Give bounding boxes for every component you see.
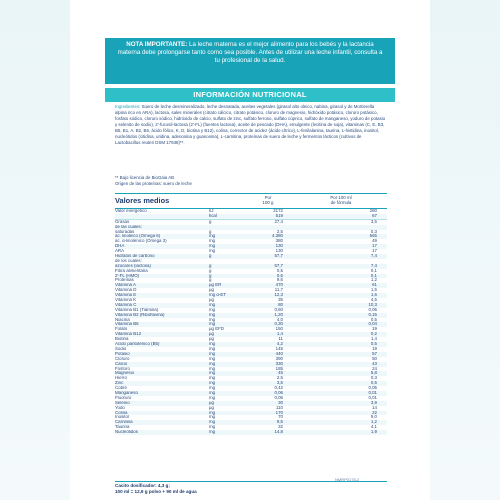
row-name: DHA: [115, 244, 125, 249]
row-value-per-100ml: 1,2: [370, 277, 377, 283]
row-value-per-100g: 80: [278, 301, 283, 307]
row-value-per-100ml: 22: [372, 409, 377, 415]
row-value-per-100ml: 280: [369, 208, 377, 213]
row-name: ARA: [115, 249, 125, 254]
row-name: Vitamina B1 (Tiamina): [115, 307, 159, 312]
row-value-per-100g: 145: [275, 345, 283, 351]
row-value-per-100g: 380: [275, 238, 283, 244]
row-value-per-100ml: 1,6: [370, 292, 377, 298]
row-unit: µg ER: [209, 282, 222, 288]
row-value-per-100ml: 14: [372, 404, 377, 410]
protein-origin-note: Origen de las proteínas: suero de leche: [115, 180, 192, 186]
row-name: Vitamina B12: [115, 332, 142, 337]
row-value-per-100ml: 3,5: [370, 218, 377, 224]
row-unit: mg: [209, 316, 216, 322]
row-value-per-100ml: 0,5: [370, 316, 377, 322]
row-name: Cloruro: [115, 356, 130, 361]
license-note: ** Bajo licencia de BioGaia AB: [115, 175, 175, 180]
row-unit: mg: [209, 419, 216, 425]
row-name: Niacina: [115, 317, 130, 322]
row-unit: mg: [209, 385, 216, 391]
row-name: Yodo: [115, 405, 125, 410]
row-name: Potasio: [115, 351, 130, 356]
row-name: Fibra alimentaria: [115, 268, 148, 273]
row-unit: g: [209, 253, 212, 259]
row-unit: µg: [209, 331, 214, 337]
row-unit: mg: [209, 306, 216, 312]
row-unit: g: [209, 267, 212, 273]
nutrition-table-rows: [115, 209, 387, 435]
row-name: Sodio: [115, 346, 127, 351]
row-value-per-100ml: 0,5: [370, 380, 377, 386]
row-name: Cobre: [115, 386, 127, 391]
row-unit: µg: [209, 399, 214, 405]
row-value-per-100g: 0,06: [274, 394, 283, 400]
row-value-per-100ml: 19: [372, 326, 377, 332]
row-value-per-100g: 12,3: [274, 292, 283, 298]
row-value-per-100ml: 1,9: [370, 429, 377, 435]
row-value-per-100g: 0,42: [274, 385, 283, 391]
row-name: ac. linoleico (Omega 6): [115, 234, 161, 239]
row-unit: mg: [209, 238, 216, 244]
row-name: Grasas: [115, 219, 130, 224]
row-value-per-100g: 2,5: [276, 228, 283, 234]
column-header-per-100ml: [301, 195, 381, 205]
row-value-per-100ml: 0,01: [368, 389, 377, 395]
row-unit: mg α-ET: [209, 292, 226, 298]
row-name: Zinc: [115, 381, 124, 386]
row-value-per-100ml: 0,3: [370, 375, 377, 381]
row-unit: mg: [209, 370, 216, 376]
row-value-per-100ml: 10,3: [368, 301, 377, 307]
row-name: Vitamina C: [115, 302, 137, 307]
row-value-per-100ml: 0,05: [368, 385, 377, 391]
row-unit: mg: [209, 414, 216, 420]
row-value-per-100g: 57,7: [274, 253, 283, 259]
row-value-per-100ml: 17: [372, 243, 377, 249]
row-name: 2'-FL (HMO): [115, 273, 140, 278]
row-name: Vitamina B6: [115, 322, 139, 327]
row-value-per-100g: 11: [278, 336, 283, 342]
row-unit: mg: [209, 360, 216, 366]
table-header: [115, 193, 387, 209]
row-name: Hierro: [115, 376, 127, 381]
row-value-per-100ml: 57: [372, 350, 377, 356]
row-name: Fluoruro: [115, 395, 132, 400]
table-row: [115, 430, 387, 435]
row-unit: mg: [209, 355, 216, 361]
row-value-per-100ml: 17: [372, 248, 377, 254]
row-value-per-100ml: 1,2: [370, 419, 377, 425]
row-unit: mg: [209, 341, 216, 347]
notice-label: NOTA IMPORTANTE:: [126, 41, 188, 48]
row-value-per-100ml: 19: [372, 345, 377, 351]
row-value-per-100ml: 4,1: [370, 424, 377, 430]
row-name: Selenio: [115, 400, 130, 405]
row-unit: mg: [209, 375, 216, 381]
row-value-per-100ml: 1,5: [370, 287, 377, 293]
row-value-per-100g: 185: [275, 365, 283, 371]
row-value-per-100g: 4,0: [276, 316, 283, 322]
row-unit: g: [209, 218, 212, 224]
row-value-per-100g: 1,4: [276, 331, 283, 337]
row-value-per-100g: 3,5: [276, 380, 283, 386]
row-value-per-100ml: 0,3: [370, 228, 377, 234]
nutrition-info-title: INFORMACIÓN NUTRICIONAL: [105, 88, 395, 102]
ingredients-label: Ingredientes:: [115, 104, 141, 109]
row-unit: µg EFD: [209, 326, 224, 332]
row-unit: µg: [209, 297, 214, 303]
background-stripe-left: [0, 0, 70, 500]
row-name: Manganeso: [115, 390, 138, 395]
row-value-per-100ml: 1,4: [370, 336, 377, 342]
row-name: Vitamina D: [115, 288, 137, 293]
row-value-per-100ml: 0,2: [370, 331, 377, 337]
row-value-per-100g: 170: [275, 409, 283, 415]
row-value-per-100g: 9,5: [276, 419, 283, 425]
row-value-per-100ml: 67: [372, 212, 377, 218]
row-name: Hidratos de carbono: [115, 254, 155, 259]
row-value-per-100g: 130: [275, 248, 283, 254]
row-name: Biotina: [115, 337, 129, 342]
row-unit: kcal: [209, 212, 217, 218]
row-value-per-100g: 519: [275, 212, 283, 218]
row-unit: µg: [209, 404, 214, 410]
row-name: Magnesio: [115, 371, 135, 376]
col1-line2: 100 g: [262, 200, 274, 206]
row-unit: mg: [209, 350, 216, 356]
row-value-per-100g: 2172: [273, 208, 283, 213]
row-unit: g: [209, 272, 212, 278]
row-name: Vitamina E: [115, 293, 137, 298]
row-value-per-100g: 0,30: [274, 321, 283, 327]
table-title: Valores medios: [115, 196, 170, 205]
row-value-per-100g: 27,4: [274, 218, 283, 224]
row-name: de las cuales:: [115, 224, 142, 229]
row-unit: µg: [209, 287, 214, 293]
row-value-per-100ml: 61: [372, 282, 377, 288]
ingredients-text: Suero de leche desmineralizado, leche desnatada, aceites vegetales (girasol alto oleico, nabina, girasol y de Mortierella alpina rico en ARA), lactosa, sales minerales (citrato cálcico, citrato potásico, cloruro de magnesio, hidróxido potásico, cloruro potásico, fosfato sódico, cloruro sódico, hidróxido de calcio, sulfato de zinc, sulfato ferroso, sulfato cúprico, sulfato de manganeso, yoduro de potasio y selenito de sodio), 2'-fucosil-lactosa (2'-FL) (fuentes lactosa), aceite de pescado (DHA), emulgente (lecitina de soja), vitaminas (C, E, B3, B5, B1, A, B2, B6, ácido fólico, K, D, biotina y B12), colina, corrector de acidez (ácido cítrico), L-fenilalanina, taurina, L-histidina, inositol, nucleótidos (citidina, uridina, adenosina y guanosina), L-carnitina, proteínas de suero de leche y fermentos lácticos (cultivos de Lactobacillus reuteri DSM 17938)**.: [115, 104, 386, 145]
background-stripe-right: [430, 0, 500, 500]
row-name: Valor energético: [115, 209, 147, 213]
row-name: ac. α-linolénico (Omega 3): [115, 239, 167, 244]
row-value-per-100g: 0,5: [276, 267, 283, 273]
row-name: Vitamina K: [115, 298, 137, 303]
row-value-per-100g: 32: [278, 424, 283, 430]
row-value-per-100ml: 565: [369, 233, 377, 239]
row-unit: mg: [209, 429, 216, 435]
row-value-per-100g: 14,8: [274, 429, 283, 435]
row-unit: mg: [209, 233, 216, 239]
row-value-per-100ml: 24: [372, 365, 377, 371]
important-notice: [105, 38, 395, 84]
row-unit: mg: [209, 321, 216, 327]
row-value-per-100g: 0,50: [274, 306, 283, 312]
row-value-per-100ml: 0,1: [370, 272, 377, 278]
row-value-per-100g: 30: [278, 399, 283, 405]
row-value-per-100g: 130: [275, 243, 283, 249]
row-value-per-100g: 1,20: [274, 311, 283, 317]
preparation-ratio: 100 ml = 12,9 g polvo + 90 ml de agua: [115, 489, 197, 495]
row-value-per-100g: 150: [275, 326, 283, 332]
row-name: Folato: [115, 327, 128, 332]
row-name: Vitamina B2 (Riboflavina): [115, 312, 165, 317]
row-unit: g: [209, 262, 212, 268]
row-unit: mg: [209, 424, 216, 430]
row-name: Carnitina: [115, 420, 133, 425]
row-value-per-100g: 330: [275, 360, 283, 366]
row-unit: µg: [209, 336, 214, 342]
row-name: Fósforo: [115, 366, 130, 371]
notice-text: La leche materna es el mejor alimento para los bebés y la lactancia materna debe prolongarse tanto como sea posible. Antes de utilizar una leche infantil, consulta a tu profesional de la salud.: [117, 41, 383, 65]
row-name: Proteínas: [115, 278, 134, 283]
row-name: Calcio: [115, 361, 128, 366]
row-value-per-100g: 0,5: [276, 272, 283, 278]
row-unit: mg: [209, 394, 216, 400]
row-value-per-100g: 70: [278, 414, 283, 420]
row-value-per-100g: 35: [278, 297, 283, 303]
row-value-per-100ml: 0,5: [370, 341, 377, 347]
row-value-per-100ml: 49: [372, 238, 377, 244]
row-value-per-100g: 45: [278, 370, 283, 376]
row-unit: g: [209, 228, 212, 234]
row-unit: mg: [209, 345, 216, 351]
row-value-per-100ml: 50: [372, 355, 377, 361]
row-name: saturadas: [115, 229, 135, 234]
row-value-per-100ml: 0,06: [368, 306, 377, 312]
row-unit: mg: [209, 365, 216, 371]
col2-line1: Por 100 ml: [330, 195, 352, 200]
row-value-per-100g: 4.380: [272, 233, 283, 239]
row-value-per-100ml: 3,9: [370, 399, 377, 405]
row-value-per-100ml: 0,15: [368, 311, 377, 317]
row-unit: mg: [209, 248, 216, 254]
col2-line2: de fórmula: [330, 200, 352, 206]
row-value-per-100ml: 43: [372, 360, 377, 366]
row-value-per-100g: 4,2: [276, 341, 283, 347]
row-unit: mg: [209, 409, 216, 415]
row-name: Vitamina A: [115, 283, 136, 288]
row-value-per-100ml: 4,5: [370, 297, 377, 303]
row-value-per-100g: 110: [276, 404, 283, 410]
row-unit: mg: [209, 380, 216, 386]
row-value-per-100ml: 9,0: [370, 414, 377, 420]
row-value-per-100ml: 7,4: [370, 262, 377, 268]
product-code: NMRP0178-2: [335, 477, 360, 482]
column-header-per-100g: [245, 195, 291, 205]
row-value-per-100g: 470: [275, 282, 283, 288]
row-value-per-100ml: 0,04: [368, 321, 377, 327]
row-name: Ácido pantoténico (B5): [115, 342, 160, 347]
dosing-info: [115, 481, 387, 495]
row-unit: g: [209, 277, 212, 283]
row-value-per-100g: 390: [275, 355, 283, 361]
ingredient-notes: [115, 175, 387, 187]
row-value-per-100g: 11,7: [274, 287, 283, 293]
row-value-per-100ml: 7,4: [370, 253, 377, 259]
row-value-per-100ml: 0,01: [368, 394, 377, 400]
row-unit: mg: [209, 301, 216, 307]
row-name: Inositol: [115, 415, 129, 420]
row-value-per-100g: 2,5: [276, 375, 283, 381]
row-value-per-100g: 440: [275, 350, 283, 356]
row-value-per-100g: 9,6: [276, 277, 283, 283]
row-unit: mg: [209, 311, 216, 317]
row-unit: kJ: [209, 208, 214, 213]
row-value-per-100ml: 5,8: [370, 370, 377, 376]
nutrition-panel: [105, 0, 395, 500]
row-value-per-100ml: 0,1: [370, 267, 377, 273]
row-name: Nucleótidos: [115, 430, 138, 435]
row-unit: mg: [209, 243, 216, 249]
row-name: azúcares (lactosa): [115, 263, 151, 268]
col1-line1: Por: [264, 195, 272, 200]
row-name: de los cuales:: [115, 258, 142, 263]
row-name: Colina: [115, 410, 128, 415]
row-name: Taurina: [115, 425, 130, 430]
row-unit: mg: [209, 389, 216, 395]
ingredients-block: [115, 104, 387, 146]
scoop-size: Cacito dosificador: 4,3 g;: [115, 483, 170, 488]
row-value-per-100g: 57,7: [274, 262, 283, 268]
row-value-per-100g: 0,06: [274, 389, 283, 395]
